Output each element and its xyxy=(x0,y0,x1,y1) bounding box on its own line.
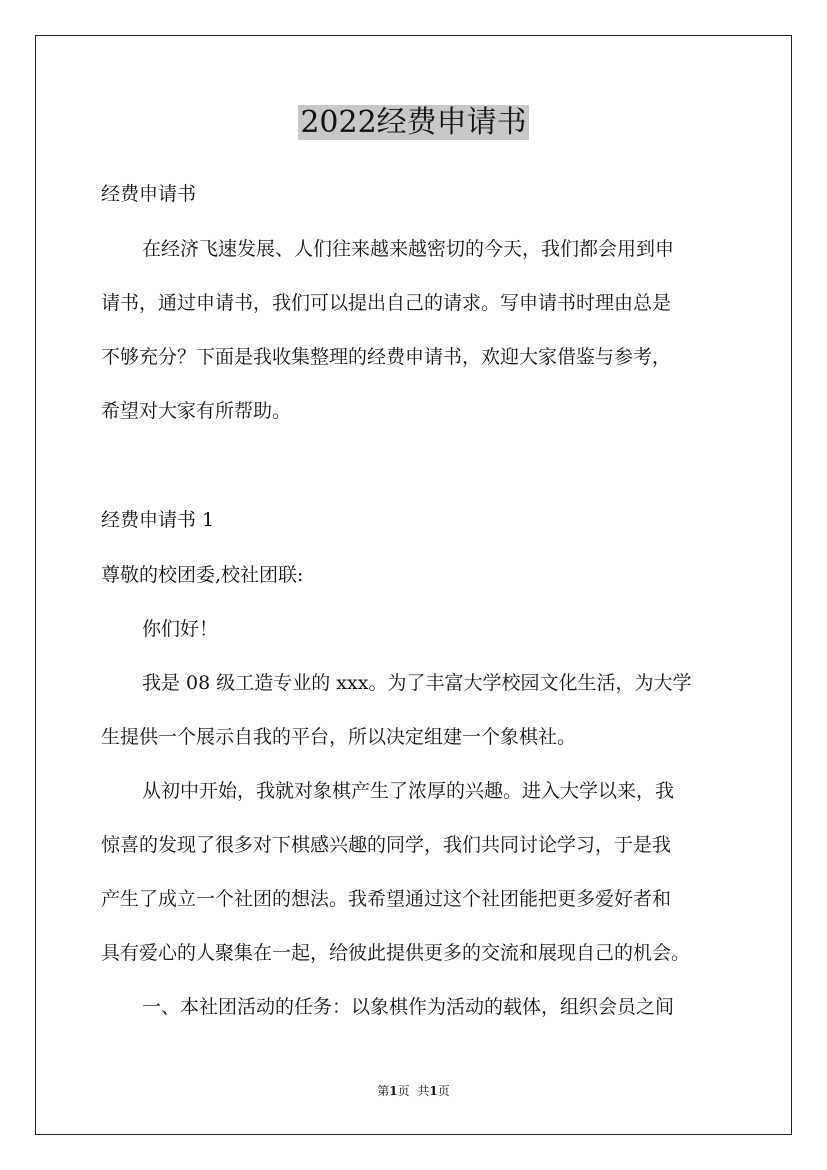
footer-total-number: 1 xyxy=(429,1084,438,1098)
paragraph-line: 在经济飞速发展、人们往来越来越密切的今天，我们都会用到申 xyxy=(142,238,675,260)
document-title-text: 2022经费申请书 xyxy=(300,105,527,140)
page-footer xyxy=(0,1083,827,1099)
paragraph-line: 请书，通过申请书，我们可以提出自己的请求。写申请书时理由总是 xyxy=(101,292,672,314)
paragraph-line: 惊喜的发现了很多对下棋感兴趣的同学，我们共同讨论学习，于是我 xyxy=(101,834,672,856)
footer-page-unit: 页 xyxy=(397,1084,410,1098)
greeting: 你们好！ xyxy=(142,618,219,640)
paragraph-line: 产生了成立一个社团的想法。我希望通过这个社团能把更多爱好者和 xyxy=(101,888,672,910)
paragraph-line: 生提供一个展示自我的平台，所以决定组建一个象棋社。 xyxy=(101,726,577,748)
footer-page-number: 1 xyxy=(389,1084,398,1098)
salutation: 尊敬的校团委,校社团联: xyxy=(101,564,304,586)
footer-page-label: 第 xyxy=(377,1084,390,1098)
footer-total-unit: 页 xyxy=(437,1084,450,1098)
subsection-heading: 经费申请书 1 xyxy=(101,509,215,531)
paragraph-line: 具有爱心的人聚集在一起，给彼此提供更多的交流和展现自己的机会。 xyxy=(101,942,691,964)
paragraph-line: 不够充分？下面是我收集整理的经费申请书，欢迎大家借鉴与参考， xyxy=(101,346,672,368)
footer-total-label: 共 xyxy=(417,1084,430,1098)
paragraph-line: 一、本社团活动的任务：以象棋作为活动的载体，组织会员之间 xyxy=(142,996,675,1018)
section-heading: 经费申请书 xyxy=(101,183,197,205)
paragraph-line: 希望对大家有所帮助。 xyxy=(101,400,292,422)
document-title xyxy=(0,103,827,143)
paragraph-line: 从初中开始，我就对象棋产生了浓厚的兴趣。进入大学以来，我 xyxy=(142,780,675,802)
paragraph-line: 我是 08 级工造专业的 xxx。为了丰富大学校园文化生活，为大学 xyxy=(142,672,692,694)
